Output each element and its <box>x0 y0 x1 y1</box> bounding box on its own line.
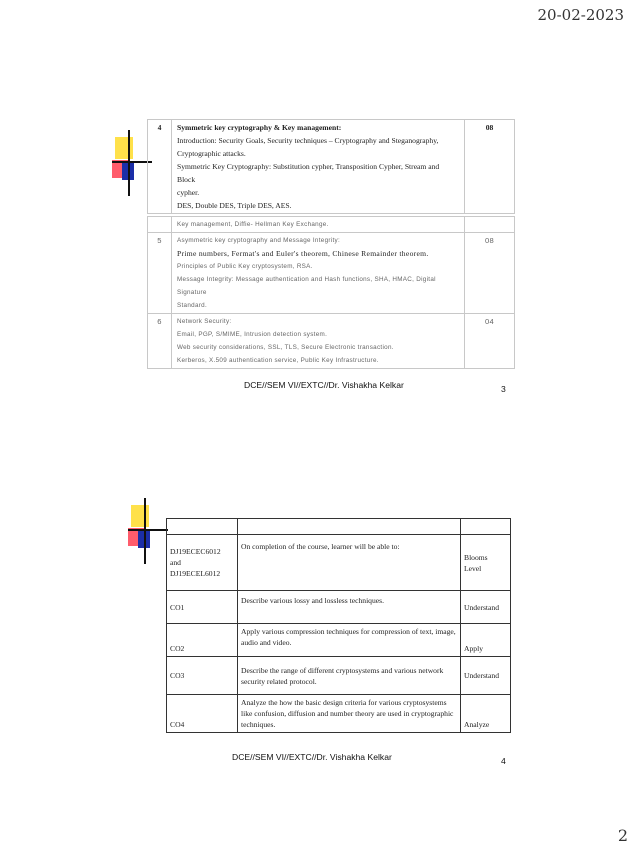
table-row <box>148 233 515 314</box>
module-hours: 08 <box>465 120 515 214</box>
table-cell <box>238 519 461 535</box>
slide-footer: DCE//SEM VI//EXTC//Dr. Vishakha Kelkar <box>232 752 392 762</box>
module-content <box>172 314 465 369</box>
slide-number: 3 <box>501 384 506 394</box>
table-cell <box>461 519 511 535</box>
course-outcome: Apply various compression techniques for compression of text, image, audio and video. <box>238 624 461 657</box>
module-hours: 08 <box>465 233 515 314</box>
module-line: Symmetric Key Cryptography: Substitution cypher, Transposition Cypher, Stream and Block <box>177 162 440 184</box>
blooms-level: Analyze <box>461 695 511 733</box>
course-outcome: On completion of the course, learner will be able to: <box>238 535 461 591</box>
module-line: Network Security: <box>177 318 232 325</box>
slide-number: 4 <box>501 756 506 766</box>
course-code: CO3 <box>167 657 238 695</box>
date-label: 20-02-2023 <box>537 6 624 24</box>
blooms-level: Understand <box>461 657 511 695</box>
slide-logo-icon <box>112 130 152 196</box>
module-line: Prime numbers, Fermat's and Euler's theorem, Chinese Remainder theorem. <box>177 249 429 258</box>
blooms-level: Blooms Level <box>461 535 511 591</box>
module-line: Key management, Diffie- Hellman Key Exchange. <box>177 221 329 228</box>
module-line: Introduction: Security Goals, Security techniques – Cryptography and Steganography, <box>177 136 439 145</box>
module-line: cypher. <box>177 188 200 197</box>
module-content <box>172 120 465 214</box>
slide-footer: DCE//SEM VI//EXTC//Dr. Vishakha Kelkar <box>244 380 404 390</box>
module-number: 4 <box>148 120 172 214</box>
module-number: 5 <box>148 233 172 314</box>
module-line: Asymmetric key cryptography and Message Integrity: <box>177 237 341 244</box>
module-line: Principles of Public Key cryptosystem, RSA. <box>177 263 313 270</box>
module-line: Kerberos, X.509 authentication service, Public Key Infrastructure. <box>177 357 379 364</box>
blooms-level: Apply <box>461 624 511 657</box>
course-outcome: Describe various lossy and lossless techniques. <box>238 591 461 624</box>
module-number: 6 <box>148 314 172 369</box>
course-outcome-table <box>166 518 511 733</box>
slide-logo-icon <box>128 498 168 564</box>
syllabus-table <box>147 119 515 369</box>
page-number: 2 <box>617 826 628 845</box>
course-code: CO4 <box>167 695 238 733</box>
table-cell <box>167 519 238 535</box>
table-row <box>167 657 511 695</box>
course-code: CO2 <box>167 624 238 657</box>
table-row <box>148 314 515 369</box>
module-line: Message Integrity: Message authentication and Hash functions, SHA, HMAC, Digital Signature <box>177 276 436 296</box>
module-line: Standard. <box>177 302 208 309</box>
table-row <box>167 624 511 657</box>
module-line: Web security considerations, SSL, TLS, Secure Electronic transaction. <box>177 344 394 351</box>
blooms-level: Understand <box>461 591 511 624</box>
course-outcome: Describe the range of different cryptosystems and various network security related protocol. <box>238 657 461 695</box>
module-hours <box>465 217 515 233</box>
module-line: Cryptographic attacks. <box>177 149 246 158</box>
module-content <box>172 217 465 233</box>
module-line: Email, PGP, S/MIME, Intrusion detection system. <box>177 331 328 338</box>
course-code: CO1 <box>167 591 238 624</box>
module-line: DES, Double DES, Triple DES, AES. <box>177 201 292 210</box>
course-code: DJ19ECEC6012 and DJ19ECEL6012 <box>167 535 238 591</box>
table-row <box>148 217 515 233</box>
course-outcome: Analyze the how the basic design criteria for various cryptosystems like confusion, diffusion and number theory are used in cryptographic techniques. <box>238 695 461 733</box>
module-hours: 04 <box>465 314 515 369</box>
table-row <box>148 120 515 214</box>
slide-4 <box>0 498 638 778</box>
table-row <box>167 591 511 624</box>
table-row <box>167 519 511 535</box>
module-content <box>172 233 465 314</box>
slide-3 <box>0 110 638 420</box>
module-title: Symmetric key cryptography & Key management: <box>177 123 342 132</box>
module-number <box>148 217 172 233</box>
table-row <box>167 695 511 733</box>
table-row <box>167 535 511 591</box>
